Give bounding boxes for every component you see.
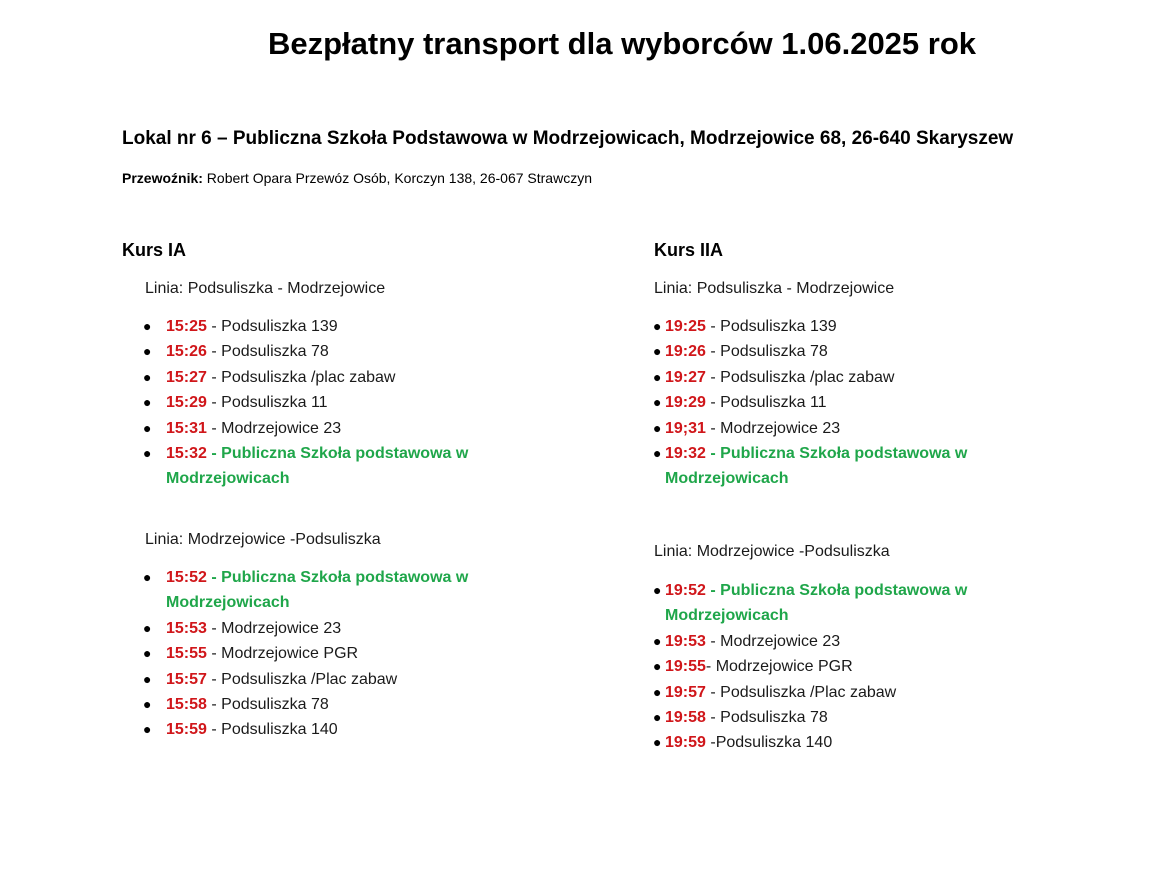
stop-separator: - xyxy=(705,394,721,412)
stop-name: Publiczna Szkoła podstawowa w Modrzejowicach xyxy=(665,445,968,488)
stop-item xyxy=(143,416,496,441)
stop-item xyxy=(143,390,496,415)
stop-name: Modrzejowice 23 xyxy=(221,619,342,637)
stop-separator: - xyxy=(705,582,721,599)
stop-separator: - xyxy=(206,721,222,739)
stop-name: Publiczna Szkoła podstawowa w Modrzejowicach xyxy=(166,569,469,612)
bullet-icon: ● xyxy=(653,368,662,385)
bullet-icon: ● xyxy=(143,619,152,636)
stop-separator: - xyxy=(705,709,721,727)
bullet-icon: ● xyxy=(653,582,662,598)
stop-name: Publiczna Szkoła podstawowa w Modrzejowicach xyxy=(166,445,469,488)
stop-item xyxy=(653,578,995,629)
stop-name: Podsuliszka 140 xyxy=(221,721,338,739)
stop-separator: - xyxy=(206,670,222,688)
stop-separator: - xyxy=(705,343,721,361)
stop-list xyxy=(143,314,496,492)
stop-time: 19:58 xyxy=(665,709,706,727)
stop-time: 19:55 xyxy=(665,658,706,676)
stop-separator: - xyxy=(705,419,721,437)
bullet-icon: ● xyxy=(143,368,152,385)
stop-name: Podsuliszka /plac zabaw xyxy=(720,368,895,386)
course-title: Kurs IA xyxy=(122,240,187,260)
stop-item xyxy=(653,730,995,755)
stop-time: 15:58 xyxy=(166,696,207,714)
stop-name: Podsuliszka 78 xyxy=(720,343,828,361)
polling-station-heading: Lokal nr 6 – Publiczna Szkoła Podstawowa w Modrzejowicach, Modrzejowice 68, 26-640 Skaryszew xyxy=(122,128,1014,149)
bullet-icon: ● xyxy=(143,569,152,585)
bullet-icon: ● xyxy=(143,696,152,713)
stop-name: Podsuliszka 78 xyxy=(221,343,329,361)
stop-separator: - xyxy=(206,696,222,714)
bullet-icon: ● xyxy=(653,709,662,726)
bullet-icon: ● xyxy=(653,658,662,675)
carrier-info xyxy=(122,170,592,186)
stop-item xyxy=(653,705,995,730)
stop-name: Podsuliszka 140 xyxy=(715,734,833,752)
stop-separator: - xyxy=(705,734,716,752)
stop-list xyxy=(653,314,995,492)
line-label: Linia: Modrzejowice -Podsuliszka xyxy=(654,543,890,560)
stop-time: 19:29 xyxy=(665,394,706,412)
stop-time: 19;31 xyxy=(665,419,706,437)
stop-name: Podsuliszka 11 xyxy=(221,394,328,412)
stop-item xyxy=(143,667,496,692)
stop-item xyxy=(143,441,496,492)
bullet-icon: ● xyxy=(653,734,662,751)
course-title: Kurs IIA xyxy=(654,240,724,260)
stop-item xyxy=(143,692,496,717)
stop-separator: - xyxy=(206,318,222,335)
stop-separator: - xyxy=(206,419,222,437)
stop-name: Modrzejowice PGR xyxy=(221,645,359,663)
bullet-icon: ● xyxy=(653,318,662,334)
bullet-icon: ● xyxy=(143,445,152,462)
stop-time: 15:25 xyxy=(166,318,207,335)
stop-item xyxy=(143,314,496,339)
stop-time: 15:31 xyxy=(166,419,207,437)
stop-item xyxy=(143,641,496,666)
stop-name: Podsuliszka 139 xyxy=(720,318,837,335)
stop-time: 19:59 xyxy=(665,734,706,752)
stop-item xyxy=(653,314,995,339)
stop-separator: - xyxy=(705,318,721,335)
stop-name: Modrzejowice PGR xyxy=(715,658,853,676)
stop-time: 15:57 xyxy=(166,670,207,688)
stop-separator: - xyxy=(206,569,222,586)
bullet-icon: ● xyxy=(143,394,152,411)
stop-item xyxy=(653,390,995,415)
stop-time: 15:32 xyxy=(166,445,207,463)
stop-time: 15:53 xyxy=(166,619,207,637)
stop-time: 19:26 xyxy=(665,343,706,361)
bullet-icon: ● xyxy=(653,683,662,700)
bullet-icon: ● xyxy=(143,721,152,738)
stop-name: Podsuliszka /Plac zabaw xyxy=(720,683,897,701)
stop-item xyxy=(143,365,496,390)
stop-item xyxy=(653,339,995,364)
stop-separator: - xyxy=(206,343,222,361)
stop-separator: - xyxy=(206,645,222,663)
stop-separator: - xyxy=(705,658,716,676)
stop-item xyxy=(653,441,995,492)
stop-time: 15:29 xyxy=(166,394,207,412)
stop-name: Podsuliszka /plac zabaw xyxy=(221,368,396,386)
stop-time: 19:25 xyxy=(665,318,706,335)
bullet-icon: ● xyxy=(653,445,662,462)
bullet-icon: ● xyxy=(653,343,662,360)
stop-name: Modrzejowice 23 xyxy=(720,632,841,650)
stop-separator: - xyxy=(705,683,721,701)
stop-name: Podsuliszka 78 xyxy=(720,709,828,727)
stop-time: 19:32 xyxy=(665,445,706,463)
stop-separator: - xyxy=(206,445,222,463)
stop-item xyxy=(653,416,995,441)
bullet-icon: ● xyxy=(143,419,152,436)
stop-separator: - xyxy=(206,394,222,412)
bullet-icon: ● xyxy=(653,632,662,649)
stop-item xyxy=(653,629,995,654)
stop-name: Publiczna Szkoła podstawowa w Modrzejowicach xyxy=(665,582,968,625)
page-title: Bezpłatny transport dla wyborców 1.06.2025 rok xyxy=(267,26,977,61)
stop-name: Podsuliszka /Plac zabaw xyxy=(221,670,398,688)
stop-name: Podsuliszka 139 xyxy=(221,318,338,335)
stop-time: 15:26 xyxy=(166,343,207,361)
line-label: Linia: Podsuliszka - Modrzejowice xyxy=(654,280,895,297)
bullet-icon: ● xyxy=(143,318,152,334)
stop-name: Podsuliszka 78 xyxy=(221,696,329,714)
line-label: Linia: Modrzejowice -Podsuliszka xyxy=(145,531,381,548)
stop-time: 19:27 xyxy=(665,368,706,386)
stop-item xyxy=(143,616,496,641)
bullet-icon: ● xyxy=(653,394,662,411)
bullet-icon: ● xyxy=(143,343,152,360)
stop-item xyxy=(653,654,995,679)
stop-item xyxy=(653,365,995,390)
bullet-icon: ● xyxy=(143,645,152,662)
carrier-label: Przewoźnik: xyxy=(122,170,203,186)
stop-time: 19:57 xyxy=(665,683,706,701)
stop-name: Modrzejowice 23 xyxy=(720,419,841,437)
stop-item xyxy=(143,339,496,364)
stop-time: 15:59 xyxy=(166,721,207,739)
stop-separator: - xyxy=(705,445,721,463)
line-label: Linia: Podsuliszka - Modrzejowice xyxy=(145,280,386,297)
stop-separator: - xyxy=(705,632,721,650)
stop-list xyxy=(143,565,496,743)
stop-item xyxy=(653,680,995,705)
stop-time: 15:55 xyxy=(166,645,207,663)
stop-name: Podsuliszka 11 xyxy=(720,394,827,412)
stop-time: 19:53 xyxy=(665,632,706,650)
stop-time: 15:52 xyxy=(166,569,207,586)
stop-name: Modrzejowice 23 xyxy=(221,419,342,437)
stop-time: 15:27 xyxy=(166,368,207,386)
stop-separator: - xyxy=(705,368,721,386)
stop-item xyxy=(143,565,496,616)
bullet-icon: ● xyxy=(143,670,152,687)
stop-time: 19:52 xyxy=(665,582,706,599)
stop-item xyxy=(143,717,496,742)
stop-list xyxy=(653,578,995,756)
carrier-value: Robert Opara Przewóz Osób, Korczyn 138, 26-067 Strawczyn xyxy=(206,170,592,186)
stop-separator: - xyxy=(206,368,222,386)
stop-separator: - xyxy=(206,619,222,637)
bullet-icon: ● xyxy=(653,419,662,436)
